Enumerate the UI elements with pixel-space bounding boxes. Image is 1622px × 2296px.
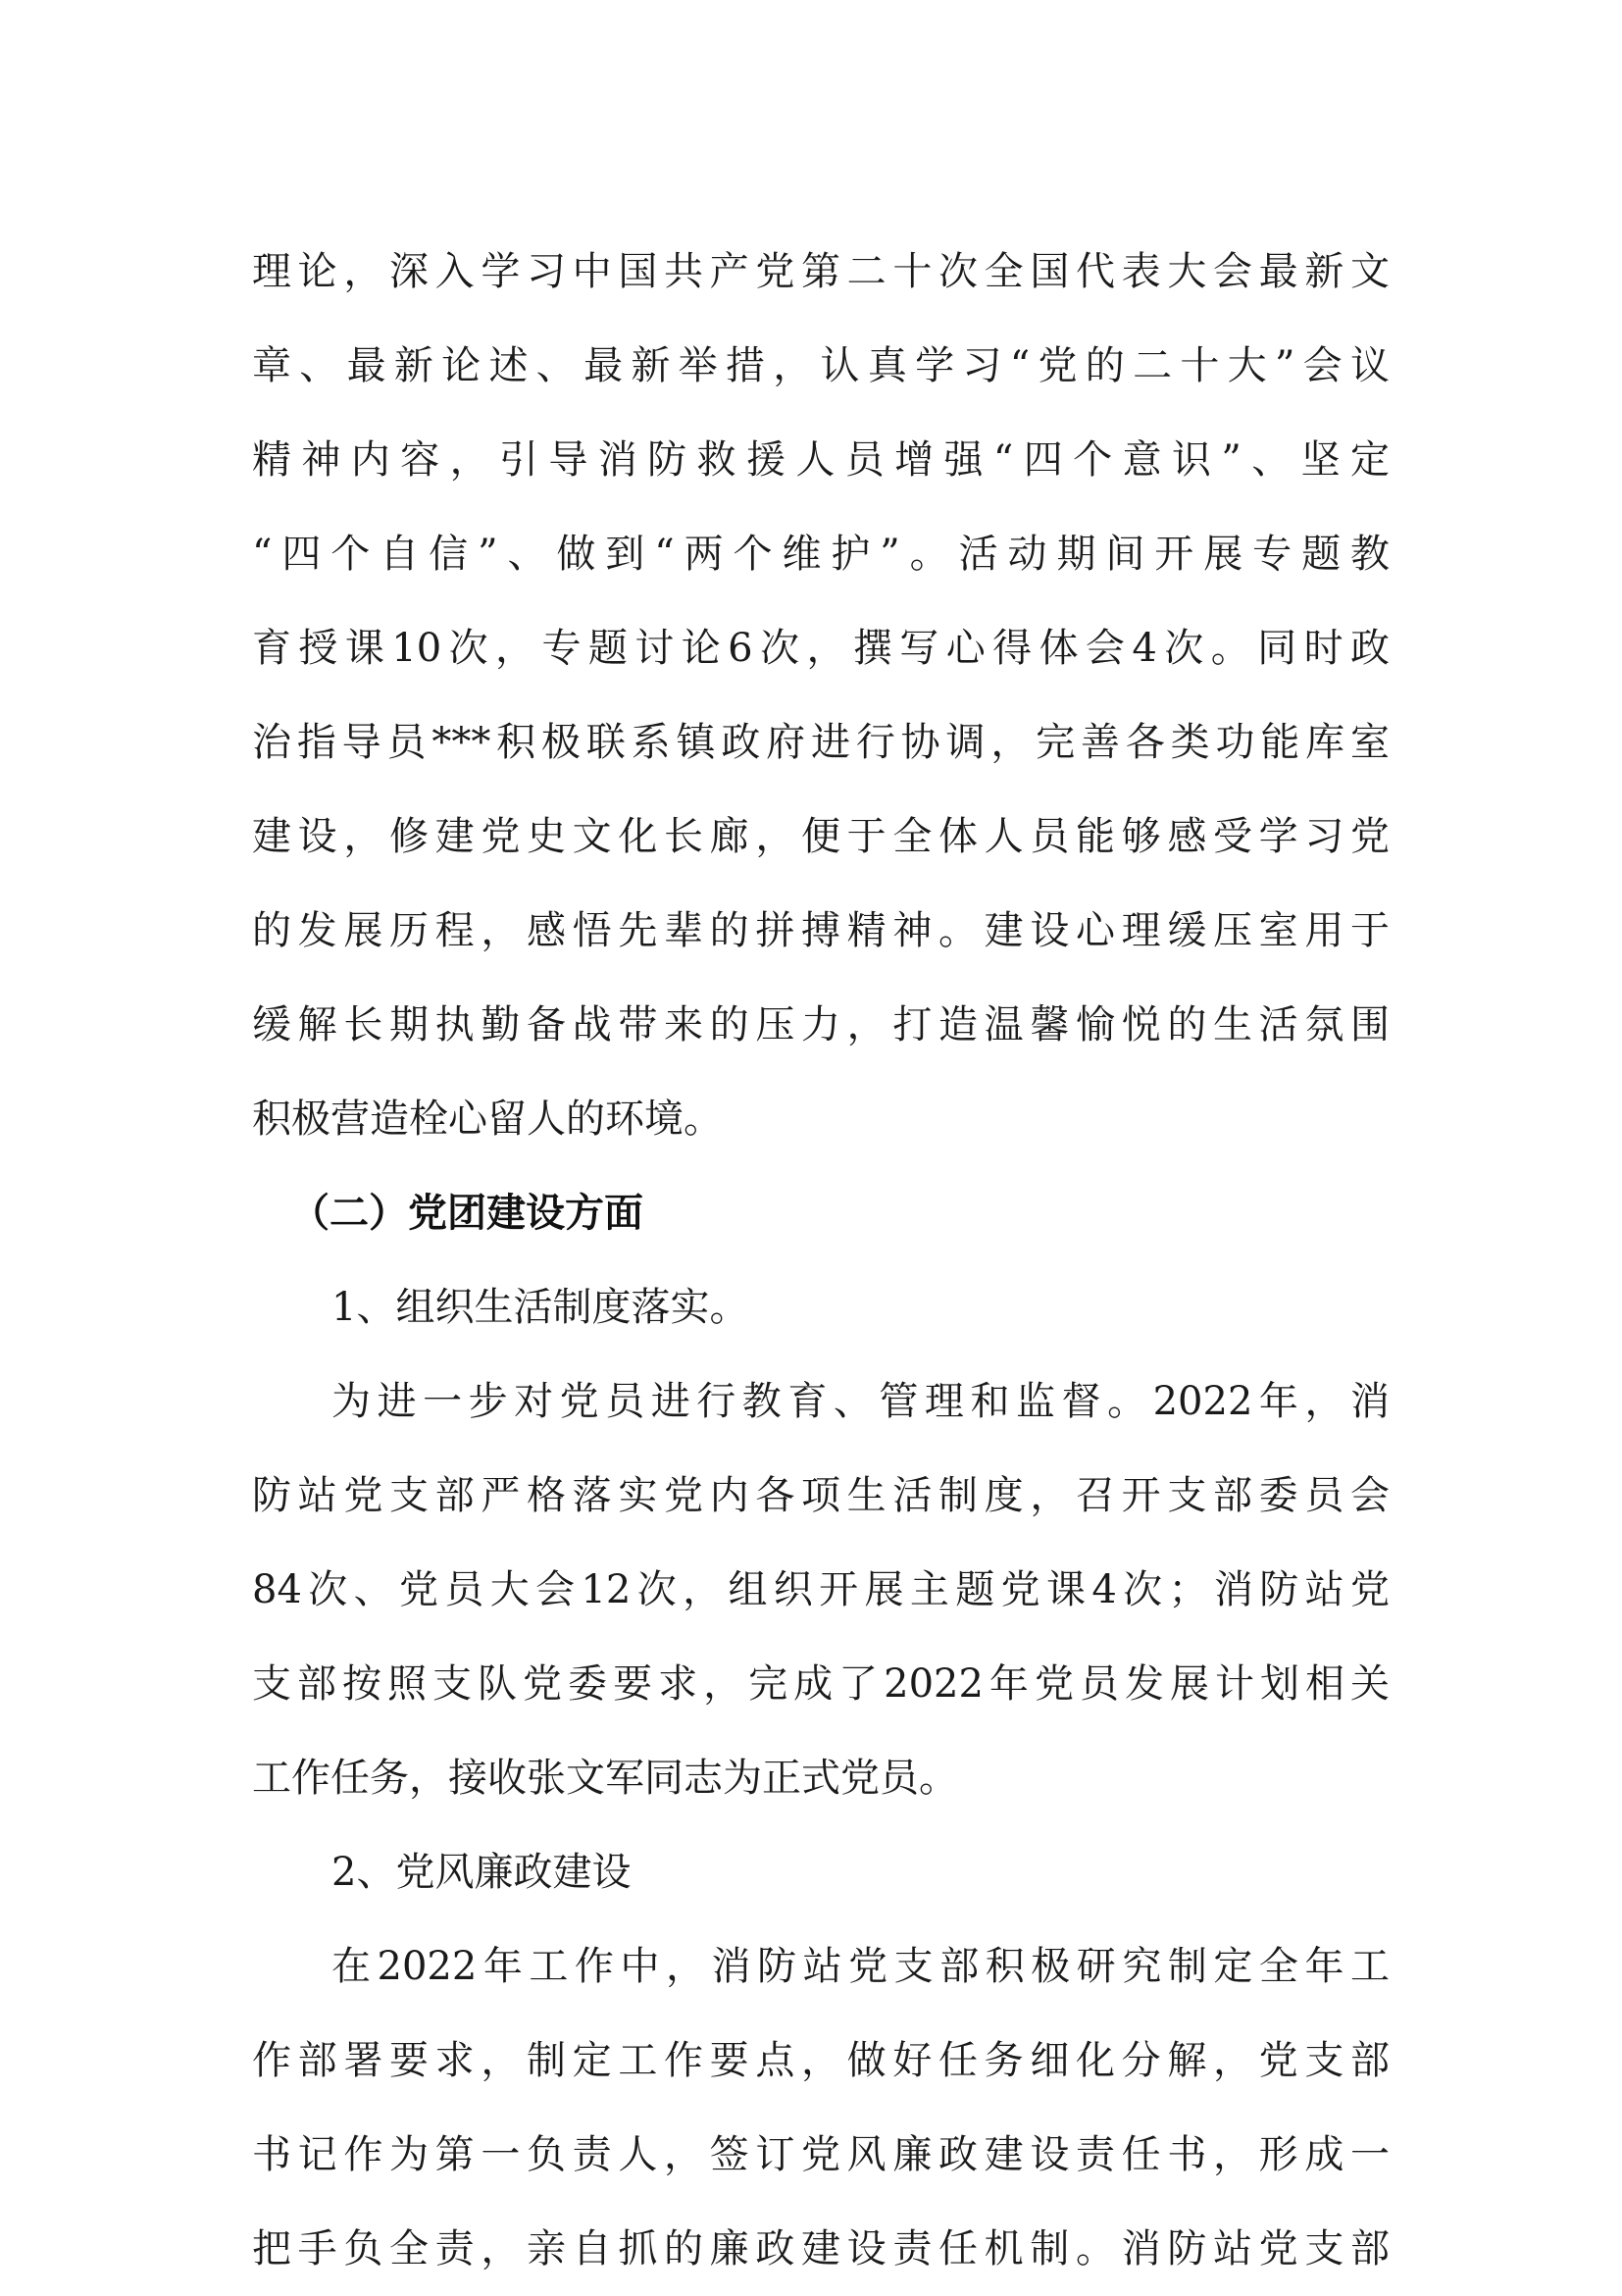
paragraph-1-line-10: 积极营造栓心留人的环境。 (252, 1097, 723, 1142)
paragraph-1-line-7: 建设，修建党史文化长廊，便于全体人员能够感受学习党 (252, 814, 1390, 859)
paragraph-1-line-1: 理论，深入学习中国共产党第二十次全国代表大会最新文 (252, 249, 1390, 294)
subheading-integrity-building: 2、党风廉政建设 (331, 1850, 632, 1895)
section-heading: （二）党团建设方面 (290, 1191, 643, 1236)
paragraph-2-line-2: 防站党支部严格落实党内各项生活制度，召开支部委员会 (252, 1473, 1390, 1518)
paragraph-2-line-5: 工作任务，接收张文军同志为正式党员。 (252, 1756, 958, 1801)
paragraph-1-line-2: 章、最新论述、最新举措，认真学习“党的二十大”会议 (252, 343, 1390, 388)
paragraph-3-line-2: 作部署要求，制定工作要点，做好任务细化分解，党支部 (252, 2038, 1390, 2083)
paragraph-1-line-9: 缓解长期执勤备战带来的压力，打造温馨愉悦的生活氛围 (252, 1002, 1390, 1047)
paragraph-2-line-1: 为进一步对党员进行教育、管理和监督。2022年，消 (331, 1379, 1390, 1424)
paragraph-2-line-4: 支部按照支队党委要求，完成了2022年党员发展计划相关 (252, 1661, 1390, 1707)
paragraph-1-line-8: 的发展历程，感悟先辈的拼搏精神。建设心理缓压室用于 (252, 908, 1390, 953)
subheading-organizational-life: 1、组织生活制度落实。 (331, 1285, 749, 1330)
paragraph-3-line-3: 书记作为第一负责人，签订党风廉政建设责任书，形成一 (252, 2132, 1390, 2177)
paragraph-1-line-4: “四个自信”、做到“两个维护”。活动期间开展专题教 (252, 532, 1390, 577)
paragraph-1-line-6: 治指导员***积极联系镇政府进行协调，完善各类功能库室 (252, 720, 1390, 765)
paragraph-3-line-4: 把手负全责，亲自抓的廉政建设责任机制。消防站党支部 (252, 2226, 1390, 2271)
paragraph-1-line-3: 精神内容，引导消防救援人员增强“四个意识”、坚定 (252, 437, 1390, 483)
paragraph-3-line-1: 在2022年工作中，消防站党支部积极研究制定全年工 (331, 1944, 1390, 1989)
paragraph-1-line-5: 育授课10次，专题讨论6次，撰写心得体会4次。同时政 (252, 626, 1390, 671)
paragraph-2-line-3: 84次、党员大会12次，组织开展主题党课4次；消防站党 (252, 1567, 1390, 1612)
